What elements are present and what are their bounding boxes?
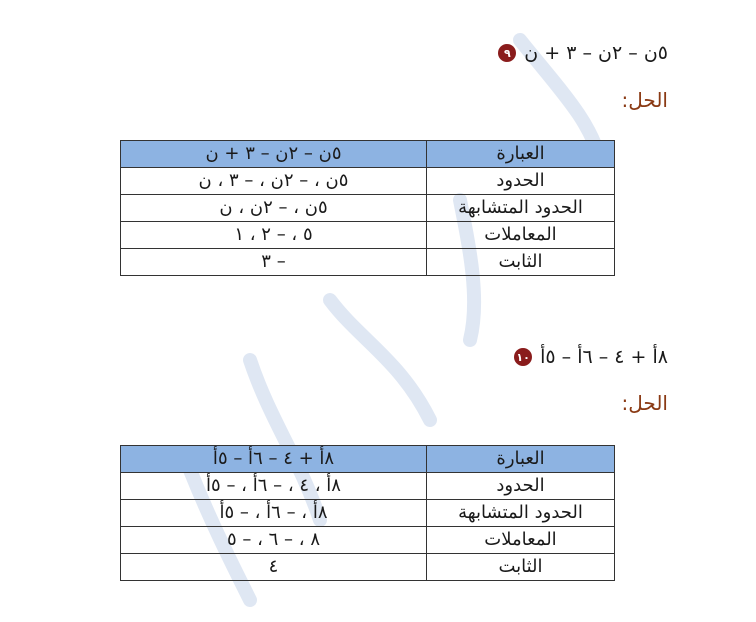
table-row <box>121 500 615 527</box>
problem-expression: ٨أ + ٤ – ٦أ – ٥أ <box>540 346 668 368</box>
row-value: ٥ ، – ٢ ، ١ <box>121 222 427 249</box>
table-row <box>121 473 615 500</box>
table-row <box>121 195 615 222</box>
row-label: المعاملات <box>427 222 615 249</box>
table-row <box>121 554 615 581</box>
row-label: الثابت <box>427 554 615 581</box>
terms-table-9 <box>120 140 615 276</box>
row-value: ٥ن ، – ٢ن ، – ٣ ، ن <box>121 168 427 195</box>
row-value: ٨ ، – ٦ ، – ٥ <box>121 527 427 554</box>
table-row <box>121 222 615 249</box>
problem-number-badge: ١٠ <box>514 348 532 366</box>
row-value: ٨أ + ٤ – ٦أ – ٥أ <box>121 446 427 473</box>
problem-10-header <box>514 346 668 368</box>
row-value: ٨أ ، ٤ ، – ٦أ ، – ٥أ <box>121 473 427 500</box>
table-row <box>121 141 615 168</box>
row-value: ٤ <box>121 554 427 581</box>
terms-table-10 <box>120 445 615 581</box>
table-row <box>121 249 615 276</box>
row-value: ٨أ ، – ٦أ ، – ٥أ <box>121 500 427 527</box>
problem-expression: ٥ن – ٢ن – ٣ + ن <box>524 42 668 64</box>
row-label: الحدود <box>427 168 615 195</box>
row-value: ٥ن – ٢ن – ٣ + ن <box>121 141 427 168</box>
row-label: الحدود المتشابهة <box>427 500 615 527</box>
problem-9-header <box>498 42 668 64</box>
row-label: الحدود المتشابهة <box>427 195 615 222</box>
row-label: العبارة <box>427 446 615 473</box>
solution-label: الحل: <box>621 391 668 415</box>
solution-label: الحل: <box>621 88 668 112</box>
row-label: المعاملات <box>427 527 615 554</box>
row-value: ٥ن ، – ٢ن ، ن <box>121 195 427 222</box>
row-value: – ٣ <box>121 249 427 276</box>
row-label: الثابت <box>427 249 615 276</box>
table-row <box>121 446 615 473</box>
row-label: العبارة <box>427 141 615 168</box>
table-row <box>121 527 615 554</box>
problem-number-badge: ٩ <box>498 44 516 62</box>
table-row <box>121 168 615 195</box>
row-label: الحدود <box>427 473 615 500</box>
